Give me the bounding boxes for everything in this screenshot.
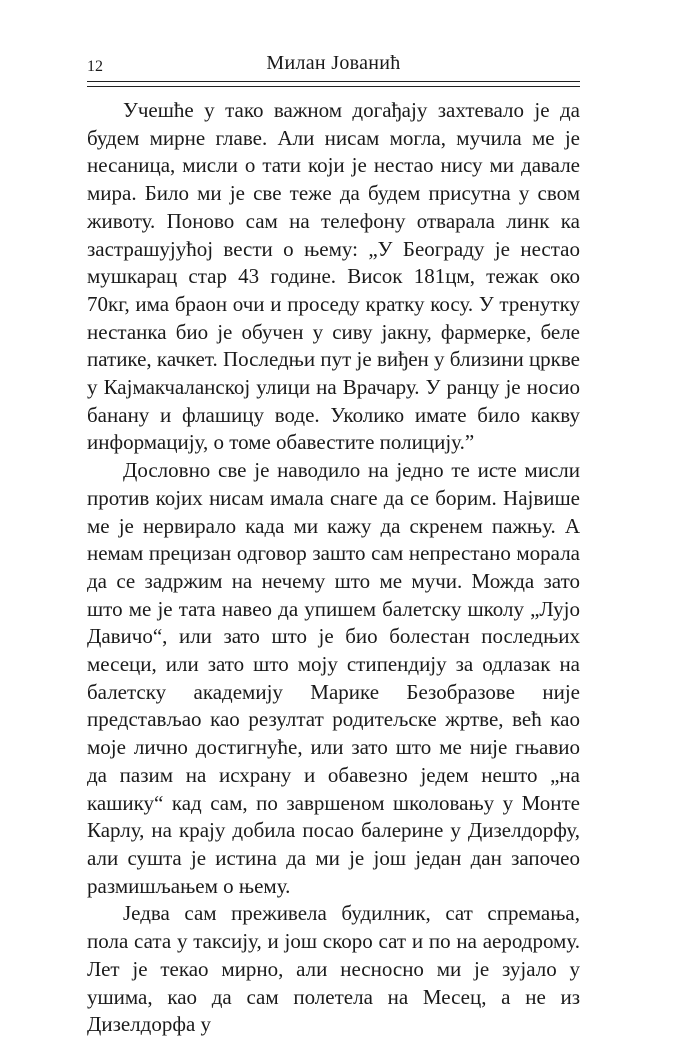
paragraph: Дословно све је наводило на једно те исте мисли против којих нисам имала снаге да се борим. Највише ме је нервирало када ми кажу да скренем пажњу. А немам прецизан одговор зашто сам непрестано морала да се задржим на нечему што ме мучи. Можда зато што ме је тата навео да упишем балетску школу „Лујо Давичо“, или зато што је био болестан последњих месеци, или зато што моју стипендију за одлазак на балетску академију Марике Безобразове није представљао као резултат родитељске жртве, већ као моје лично достигнуће, или зато што ме није гњавио да пазим на исхрану и обавезно једем нешто „на кашику“ кад сам, по завршеном школовању у Монте Карлу, на крају добила посао балерине у Дизелдорфу, али суштa је истина да ми је још један дан започео размишљањем о њему. xyxy=(87,458,580,898)
header-rule-bottom xyxy=(87,86,580,87)
paragraph: Учешће у тако важном догађају захтевало је да будем мирне главе. Али нисам могла, мучила ме је несаница, мисли о тати који је нестао нису ми давале мира. Било ми је све теже да будем присутна у свом животу. Поново сам на телефону отварала линк ка застрашујућој вести о њему: „У Београду је нестао мушкарац стар 43 године. Висок 181цм, тежак око 70кг, има браон очи и проседу кратку косу. У тренутку нестанка био је обучен у сиву јакну, фармерке, беле патике, качкет. Последњи пут је виђен у близини цркве у Кајмакчаланској улици на Врачару. У ранцу је носио банану и флашицу воде. Уколико имате било какву информацију, о томе обавестите полицију.” xyxy=(87,98,580,455)
header-rule-top xyxy=(87,81,580,82)
paragraph: Једва сам преживела будилник, сат спремања, пола сата у таксију, и још скоро сат и по на аеродрому. Лет је текао мирно, али несносно ми је зујало у ушима, као да сам полетела на Месец, а не из Дизелдорфа у xyxy=(87,901,580,1037)
page-number: 12 xyxy=(87,58,103,75)
running-title: Милан Јованић xyxy=(266,52,401,74)
page-header xyxy=(87,52,580,78)
body-text xyxy=(87,97,580,1039)
